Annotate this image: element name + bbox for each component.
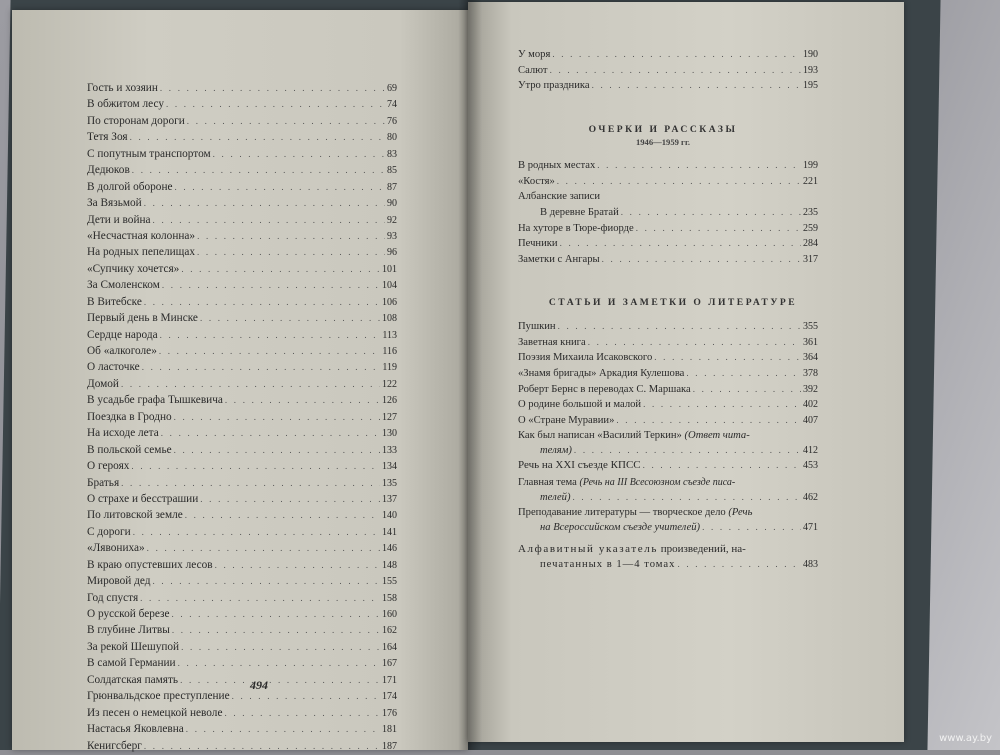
entry-page: 187	[382, 740, 397, 752]
toc-entry-teaching	[518, 505, 818, 535]
entry-subtitle: (Речь	[728, 507, 753, 518]
toc-entry	[87, 261, 397, 277]
entry-page: 158	[382, 592, 397, 604]
entry-page: 195	[803, 80, 818, 92]
entry-title: Из песен о немецкой неволе	[87, 706, 223, 719]
toc-entry	[87, 129, 397, 145]
entry-title: «Костя»	[518, 175, 555, 187]
entry-page: 76	[387, 115, 397, 127]
articles-toc-list	[518, 319, 818, 429]
entry-title: «Несчастная колонна»	[87, 229, 196, 242]
leader-dots	[160, 80, 385, 96]
leader-dots	[160, 327, 381, 343]
leader-dots	[200, 491, 380, 507]
entry-title: Настасья Яковлевна	[87, 723, 184, 736]
toc-entry	[87, 475, 397, 491]
entry-page: 130	[382, 428, 397, 440]
leader-dots	[140, 590, 380, 606]
entry-title: В деревне Братай	[540, 207, 619, 219]
leader-dots	[162, 277, 380, 293]
entry-page: 85	[387, 165, 397, 177]
leader-dots	[153, 573, 380, 589]
leader-dots	[224, 705, 380, 721]
toc-entry	[518, 47, 818, 63]
entry-title: Преподавание литературы — творческое дело	[518, 507, 726, 518]
entry-page: 135	[382, 477, 397, 489]
entry-title: Салют	[518, 64, 548, 76]
entry-title: В польской семье	[87, 443, 172, 456]
toc-entry	[518, 189, 818, 205]
entry-title: В усадьбе графа Тышкевича	[87, 394, 223, 407]
leader-dots	[643, 397, 801, 413]
entry-title: Пушкин	[518, 321, 556, 332]
leader-dots	[686, 366, 801, 382]
leader-dots	[616, 413, 801, 429]
toc-entry	[87, 606, 397, 622]
entry-title: О родине большой и малой	[518, 399, 642, 411]
entry-title: Кенигсберг	[87, 739, 142, 752]
leader-dots	[144, 294, 380, 310]
section-heading-articles: СТАТЬИ И ЗАМЕТКИ О ЛИТЕРАТУРЕ	[548, 297, 798, 308]
entry-title: Главная тема	[518, 477, 577, 488]
toc-entry	[87, 80, 397, 96]
essays-toc-list	[518, 158, 818, 268]
leader-dots	[186, 721, 380, 737]
entry-page: 317	[803, 254, 818, 266]
entry-page: 90	[387, 198, 397, 210]
entry-page: 69	[387, 83, 397, 94]
leader-dots	[213, 146, 385, 162]
leader-dots	[552, 47, 801, 63]
leader-dots	[121, 376, 380, 392]
entry-page: 92	[387, 214, 397, 226]
entry-subtitle: (Ответ чита-	[684, 430, 750, 441]
toc-entry	[518, 63, 818, 79]
entry-page: 141	[382, 526, 397, 538]
entry-page: 355	[803, 321, 818, 332]
entry-page: 134	[382, 461, 397, 473]
entry-title: В самой Германии	[87, 657, 176, 670]
leader-dots	[197, 228, 385, 244]
entry-title: По литовской земле	[87, 509, 183, 522]
entry-page: 83	[387, 148, 397, 160]
leader-dots	[558, 319, 801, 335]
entry-title: Тетя Зоя	[87, 131, 128, 144]
entry-title: Братья	[87, 476, 120, 489]
toc-entry	[87, 277, 397, 293]
toc-entry	[518, 205, 818, 221]
entry-title: В краю опустевших лесов	[87, 558, 213, 571]
entry-page: 122	[382, 378, 397, 390]
entry-page: 162	[382, 625, 397, 637]
leader-dots	[166, 96, 385, 112]
entry-title: По сторонам дороги	[87, 114, 185, 127]
entry-title: Роберт Бернс в переводах С. Маршака	[518, 383, 691, 395]
toc-entry	[87, 359, 397, 375]
leader-dots	[171, 606, 380, 622]
toc-entry	[518, 335, 818, 351]
toc-entry	[87, 425, 397, 441]
leader-dots	[130, 129, 385, 145]
entry-title: На хуторе в Тюре-фиорде	[518, 222, 634, 234]
toc-entry	[518, 174, 818, 190]
entry-title: Алфавитный указатель	[518, 543, 658, 555]
entry-subtitle-cont: телям)	[540, 445, 572, 456]
toc-entry	[87, 162, 397, 178]
entry-title: Как был написан «Василий Теркин»	[518, 430, 682, 441]
toc-entry	[518, 397, 818, 413]
entry-title: «Лявониха»	[87, 542, 145, 555]
entry-title: О «Стране Муравии»	[518, 415, 615, 427]
toc-entry	[518, 221, 818, 237]
toc-entry	[87, 113, 397, 129]
entry-title: Об «алкоголе»	[87, 345, 157, 357]
entry-title: За Вязьмой	[87, 197, 142, 210]
leader-dots	[225, 392, 380, 408]
entry-title: Поэзия Михаила Исаковского	[518, 352, 653, 364]
left-toc-list	[87, 80, 397, 754]
entry-page: 402	[803, 399, 818, 411]
section-subheading-years: 1946—1959 гг.	[635, 137, 691, 147]
leader-dots	[550, 63, 801, 79]
right-toc-top-list	[518, 47, 818, 94]
entry-page: 259	[803, 222, 818, 234]
entry-title: О страхе и бесстрашии	[87, 492, 199, 505]
entry-page: 74	[387, 99, 397, 111]
leader-dots	[557, 174, 801, 190]
leader-dots	[197, 244, 385, 260]
entry-title: Солдатская память	[87, 673, 179, 686]
toc-entry	[518, 319, 818, 335]
entry-page: 80	[387, 132, 397, 144]
entry-title: Домой	[87, 377, 119, 390]
leader-dots	[200, 310, 380, 326]
entry-title: Первый день в Минске	[87, 312, 198, 325]
leader-dots	[144, 195, 385, 211]
entry-page: 137	[382, 493, 397, 505]
toc-entry	[87, 639, 397, 655]
toc-entry-terkin	[518, 428, 818, 458]
entry-page: 392	[803, 383, 818, 395]
toc-entry	[518, 366, 818, 382]
entry-page: 361	[803, 336, 818, 348]
leader-dots	[132, 162, 385, 178]
entry-page: 378	[803, 368, 818, 380]
book-gutter	[458, 0, 482, 750]
toc-entry	[87, 705, 397, 721]
toc-entry	[518, 78, 818, 94]
entry-page: 407	[803, 415, 818, 427]
entry-page: 108	[382, 313, 397, 325]
entry-page: 462	[803, 492, 818, 503]
entry-title: За Смоленском	[87, 279, 160, 292]
toc-entry	[87, 524, 397, 540]
entry-page: 146	[382, 543, 397, 555]
leader-dots	[602, 252, 801, 268]
toc-entry	[87, 442, 397, 458]
entry-title: «Супчику хочется»	[87, 262, 180, 275]
entry-page: 164	[382, 641, 397, 653]
entry-subtitle: (Речь на III Всесоюзном съезде писа-	[579, 477, 736, 488]
toc-entry	[87, 458, 397, 474]
entry-title-rest: произведений, на-	[660, 543, 746, 555]
entry-title: С дороги	[87, 525, 131, 538]
entry-page: 87	[387, 181, 397, 193]
leader-dots	[178, 655, 380, 671]
entry-page: 284	[803, 238, 818, 250]
toc-entry	[87, 294, 397, 310]
leader-dots	[131, 458, 380, 474]
entry-title: Поездка в Гродно	[87, 410, 172, 423]
toc-entry	[87, 179, 397, 195]
entry-title: Речь на XXI съезде КПСС	[518, 459, 641, 471]
toc-entry	[87, 96, 397, 112]
entry-title: Год спустя	[87, 591, 139, 604]
watermark: www.ay.by	[939, 733, 992, 744]
leader-dots	[597, 158, 801, 174]
toc-entry	[518, 252, 818, 268]
entry-title: На родных пепелищах	[87, 246, 195, 259]
toc-entry	[87, 738, 397, 754]
entry-page: 113	[382, 329, 397, 341]
entry-title: Дедюков	[87, 164, 130, 177]
entry-title: С попутным транспортом	[87, 147, 211, 160]
toc-entry	[87, 507, 397, 523]
entry-title-cont: печатанных в 1—4 томах	[540, 559, 676, 570]
leader-dots	[159, 343, 381, 359]
leader-dots	[133, 524, 380, 540]
leader-dots	[142, 359, 381, 375]
toc-entry	[518, 236, 818, 252]
entry-page: 483	[803, 559, 818, 570]
entry-page: 160	[382, 609, 397, 620]
entry-title: Заветная книга	[518, 336, 586, 348]
toc-entry	[87, 376, 397, 392]
toc-entry	[87, 146, 397, 162]
entry-page: 364	[803, 352, 818, 364]
entry-title: Печники	[518, 238, 558, 250]
entry-title: За рекой Шешупой	[87, 640, 180, 653]
toc-entry	[518, 413, 818, 429]
entry-title: На исходе лета	[87, 427, 159, 440]
entry-title: В глубине Литвы	[87, 624, 170, 637]
entry-title: В Витебске	[87, 295, 142, 308]
entry-page: 127	[382, 411, 397, 423]
leader-dots	[185, 507, 380, 523]
entry-page: 176	[382, 707, 397, 719]
toc-entry	[87, 590, 397, 606]
entry-page: 235	[803, 207, 818, 219]
toc-entry	[87, 688, 397, 704]
leader-dots	[560, 236, 801, 252]
leader-dots	[121, 475, 380, 491]
entry-title: В родных местах	[518, 160, 596, 171]
toc-entry	[87, 622, 397, 638]
entry-title: Сердце народа	[87, 328, 158, 341]
leader-dots	[588, 335, 801, 351]
entry-title: Дети и война	[87, 213, 151, 226]
leader-dots	[621, 205, 801, 221]
entry-page: 453	[803, 460, 818, 471]
entry-page: 167	[382, 658, 397, 670]
left-page	[12, 10, 468, 750]
entry-page: 126	[382, 395, 397, 407]
entry-subtitle-cont: телей)	[540, 492, 571, 503]
toc-entry-xxi	[518, 458, 818, 474]
leader-dots	[215, 557, 380, 573]
entry-page: 174	[382, 691, 397, 703]
entry-page: 104	[382, 280, 397, 292]
toc-entry	[87, 721, 397, 737]
leader-dots	[693, 382, 801, 398]
page-number: 494	[250, 678, 268, 692]
toc-entry	[87, 228, 397, 244]
entry-page: 116	[382, 346, 397, 357]
entry-title: О героях	[87, 460, 130, 473]
toc-entry	[87, 310, 397, 326]
toc-entry	[87, 540, 397, 556]
entry-page: 148	[382, 559, 397, 571]
toc-entry-index	[518, 542, 818, 572]
entry-page: 119	[382, 362, 397, 374]
toc-entry	[87, 244, 397, 260]
entry-title: Гость и хозяин	[87, 82, 158, 94]
toc-entry	[518, 350, 818, 366]
leader-dots	[161, 425, 380, 441]
toc-entry	[87, 327, 397, 343]
entry-page: 155	[382, 576, 397, 588]
leader-dots	[175, 179, 385, 195]
leader-dots	[147, 540, 380, 556]
section-heading-essays: ОЧЕРКИ И РАССКАЗЫ	[588, 124, 738, 135]
leader-dots	[180, 672, 380, 688]
entry-title: Утро праздника	[518, 80, 590, 92]
toc-entry	[87, 557, 397, 573]
entry-title: Мировой дед	[87, 575, 151, 588]
entry-title: «Знамя бригады» Аркадия Кулешова	[518, 368, 685, 380]
entry-page: 93	[387, 230, 397, 242]
leader-dots	[636, 221, 801, 237]
entry-page: 199	[803, 160, 818, 171]
leader-dots	[592, 78, 801, 94]
leader-dots	[174, 442, 380, 458]
entry-page: 133	[382, 444, 397, 456]
toc-entry	[87, 655, 397, 671]
entry-title: Грюнвальдское преступление	[87, 690, 230, 703]
toc-entry-main-theme	[518, 475, 818, 505]
toc-entry	[87, 491, 397, 507]
leader-dots	[181, 261, 380, 277]
toc-entry	[87, 195, 397, 211]
entry-page: 190	[803, 49, 818, 60]
leader-dots	[187, 113, 385, 129]
toc-entry	[87, 672, 397, 688]
toc-entry	[518, 382, 818, 398]
leader-dots	[172, 622, 380, 638]
leader-dots	[153, 212, 385, 228]
toc-entry	[518, 158, 818, 174]
leader-dots	[144, 738, 380, 754]
entry-page: 140	[382, 510, 397, 522]
leader-dots	[181, 639, 380, 655]
entry-title: О русской березе	[87, 608, 170, 620]
entry-page: 412	[803, 445, 818, 456]
entry-title: В обжитом лесу	[87, 98, 164, 111]
right-page	[468, 2, 904, 742]
entry-page: 181	[382, 724, 397, 736]
leader-dots	[174, 409, 380, 425]
toc-entry	[87, 409, 397, 425]
entry-page: 171	[382, 674, 397, 686]
toc-entry	[87, 573, 397, 589]
entry-page: 471	[803, 522, 818, 533]
toc-entry	[87, 392, 397, 408]
toc-entry	[87, 343, 397, 359]
entry-title: У моря	[518, 49, 551, 60]
entry-page: 193	[803, 64, 818, 76]
entry-title: Албанские записи	[518, 191, 601, 203]
leader-dots	[654, 350, 801, 366]
toc-entry	[87, 212, 397, 228]
entry-title: О ласточке	[87, 361, 140, 374]
entry-subtitle-cont: на Всероссийском съезде учителей)	[540, 522, 701, 533]
entry-title: В долгой обороне	[87, 180, 173, 193]
entry-page: 106	[382, 296, 397, 308]
entry-page: 221	[803, 175, 818, 187]
entry-title: Заметки с Ангары	[518, 254, 600, 266]
entry-page: 96	[387, 247, 397, 259]
entry-page: 101	[382, 263, 397, 275]
